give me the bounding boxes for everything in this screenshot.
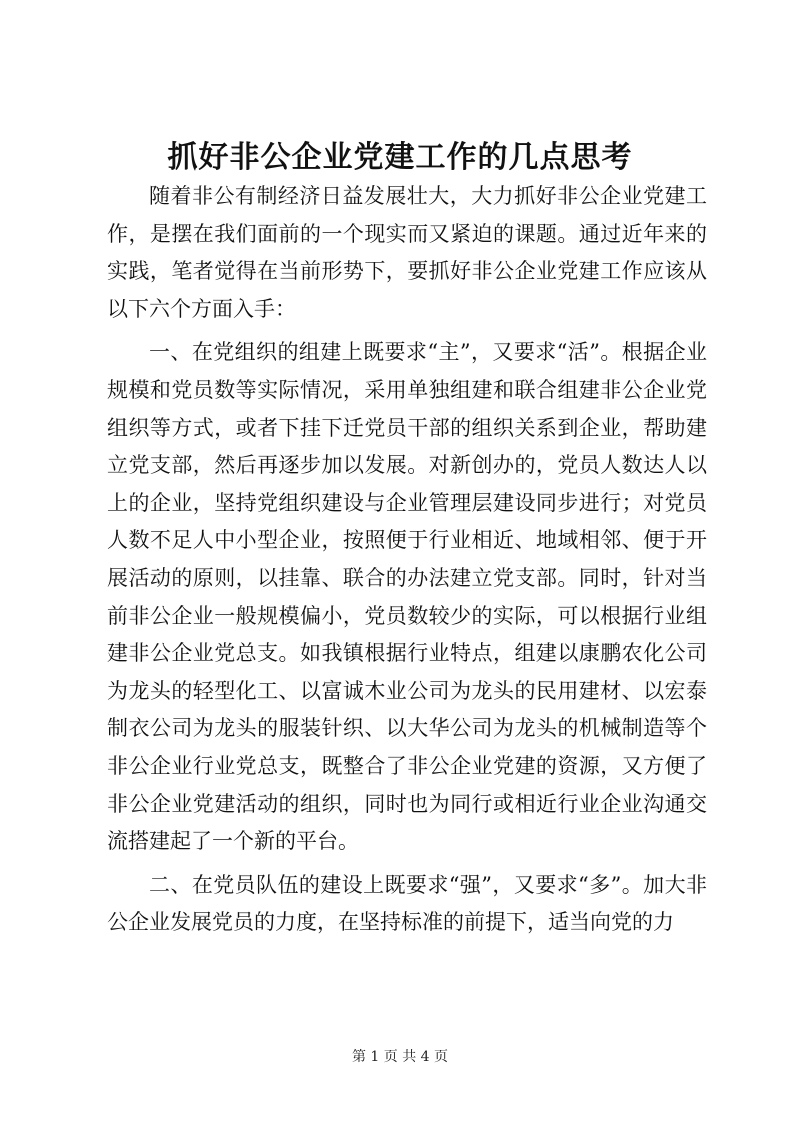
document-body [107,178,707,942]
section-one-paragraph: 一、在党组织的组建上既要求“主”，又要求“活”。根据企业规模和党员数等实际情况，采用单独组建和联合组建非公企业党组织等方式，或者下挂下迁党员干部的组织关系到企业，帮助建立党支部，然后再逐步加以发展。对新创办的，党员人数达人以上的企业，坚持党组织建设与企业管理层建设同步进行；对党员人数不足人中小型企业，按照便于行业相近、地域相邻、便于开展活动的原则，以挂靠、联合的办法建立党支部。同时，针对当前非公企业一般规模偏小，党员数较少的实际，可以根据行业组建非公企业党总支。如我镇根据行业特点，组建以康鹏农化公司为龙头的轻型化工、以富诚木业公司为龙头的民用建材、以宏泰制衣公司为龙头的服装针织、以大华公司为龙头的机械制造等个非公企业行业党总支，既整合了非公企业党建的资源，又方便了非公企业党建活动的组织，同时也为同行或相近行业企业沟通交流搭建起了一个新的平台。 [107,340,707,854]
section-two-paragraph: 二、在党员队伍的建设上既要求“强”，又要求“多”。加大非公企业发展党员的力度，在坚持标准的前提下，适当向党的力 [107,872,707,935]
intro-paragraph: 随着非公有制经济日益发展壮大，大力抓好非公企业党建工作，是摆在我们面前的一个现实而又紧迫的课题。通过近年来的实践，笔者觉得在当前形势下，要抓好非公企业党建工作应该从以下六个方面入手： [107,184,707,321]
page-footer: 第 1 页 共 4 页 [351,1049,449,1065]
document-title: 抓好非公企业党建工作的几点思考 [167,140,633,175]
